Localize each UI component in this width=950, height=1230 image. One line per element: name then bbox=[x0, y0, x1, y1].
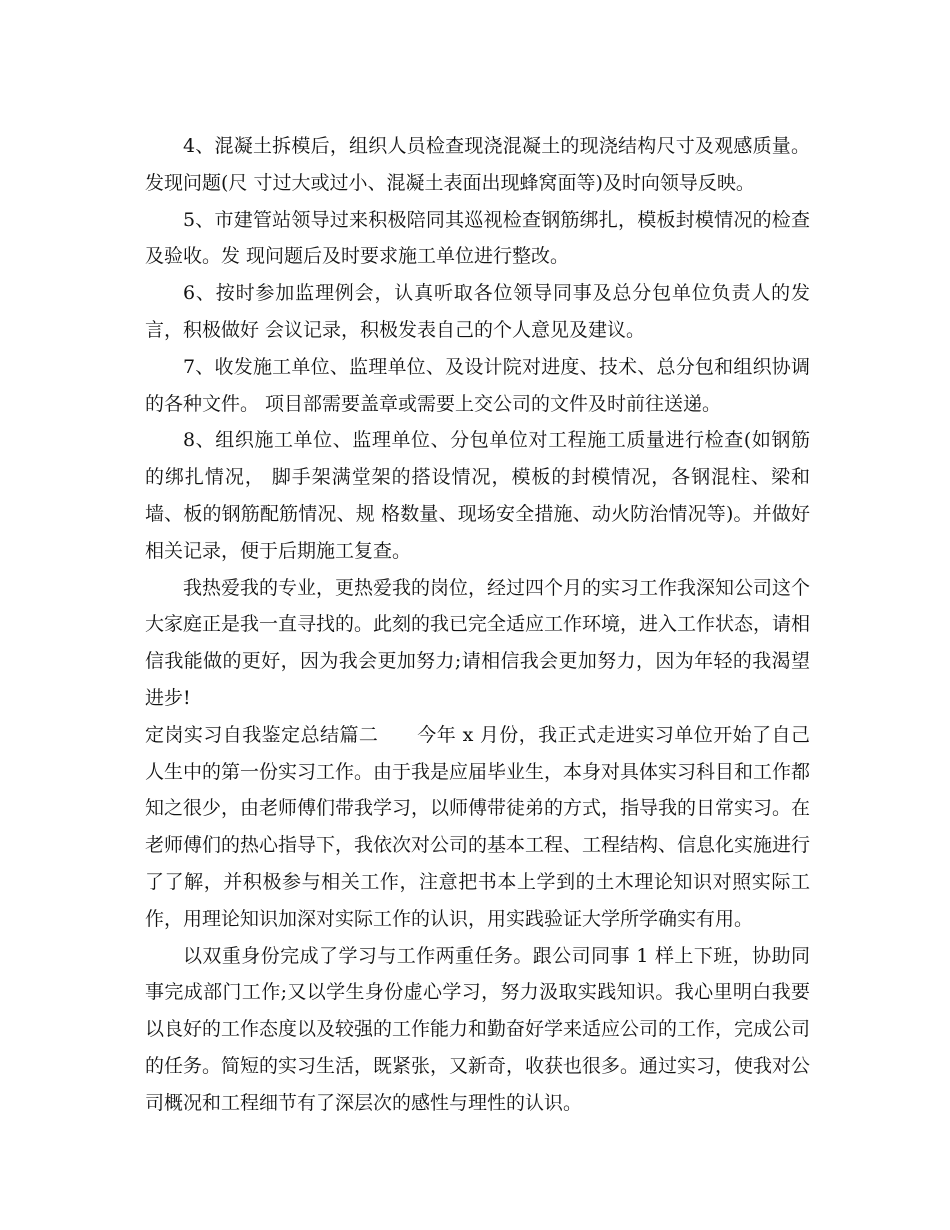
paragraph-dual-role: 以双重身份完成了学习与工作两重任务。跟公司同事 1 样上下班，协助同事完成部门工作;又以学生身份虚心学习，努力汲取实践知识。我心里明白我要以良好的工作态度以及较强的工作能力和勤奋好学来适应公司的工作，完成公司的任务。简短的实习生活，既紧张，又新奇，收获也很多。通过实习，使我对公司概况和工程细节有了深层次的感性与理性的认识。 bbox=[145, 944, 811, 1114]
paragraph-item-5: 5、市建管站领导过来积极陪同其巡视检查钢筋绑扎，模板封模情况的检查及验收。发 现问题后及时要求施工单位进行整改。 bbox=[145, 208, 810, 268]
paragraph-reflection: 我热爱我的专业，更热爱我的岗位，经过四个月的实习工作我深知公司这个大家庭正是我一直寻找的。此刻的我已完全适应工作环境，进入工作状态，请相信我能做的更好，因为我会更加努力;请相信我会更加努力，因为年轻的我渴望进步! bbox=[145, 576, 811, 709]
paragraph-item-6: 6、按时参加监理例会，认真听取各位领导同事及总分包单位负责人的发言，积极做好 会议记录，积极发表自己的个人意见及建议。 bbox=[145, 282, 810, 341]
paragraph-item-8: 8、组织施工单位、监理单位、分包单位对工程施工质量进行检查(如钢筋的绑扎情况， 脚手架满堂架的搭设情况，模板的封模情况，各钢混柱、梁和墙、板的钢筋配筋情况、规 格数量、现场安全措施、动火防治情况等)。并做好相关记录，便于后期施工复查。 bbox=[145, 429, 810, 562]
paragraph-section-two: 定岗实习自我鉴定总结篇二 今年 x 月份，我正式走进实习单位开始了自己人生中的第一份实习工作。由于我是应届毕业生，本身对具体实习科目和工作都知之很少，由老师傅们带我学习，以师傅带徒弟的方式，指导我的日常实习。在老师傅们的热心指导下，我依次对公司的基本工程、工程结构、信息化实施进行了了解，并积极参与相关工作，注意把书本上学到的土木理论知识对照实际工作，用理论知识加深对实际工作的认识，用实践验证大学所学确实有用。 bbox=[145, 723, 811, 930]
paragraph-item-4: 4、混凝土拆模后，组织人员检查现浇混凝土的现浇结构尺寸及观感质量。发现问题(尺 寸过大或过小、混凝土表面出现蜂窝面等)及时向领导反映。 bbox=[145, 135, 810, 194]
paragraph-item-7: 7、收发施工单位、监理单位、及设计院对进度、技术、总分包和组织协调的各种文件。 项目部需要盖章或需要上交公司的文件及时前往送递。 bbox=[145, 355, 810, 415]
document-body bbox=[145, 128, 810, 1122]
